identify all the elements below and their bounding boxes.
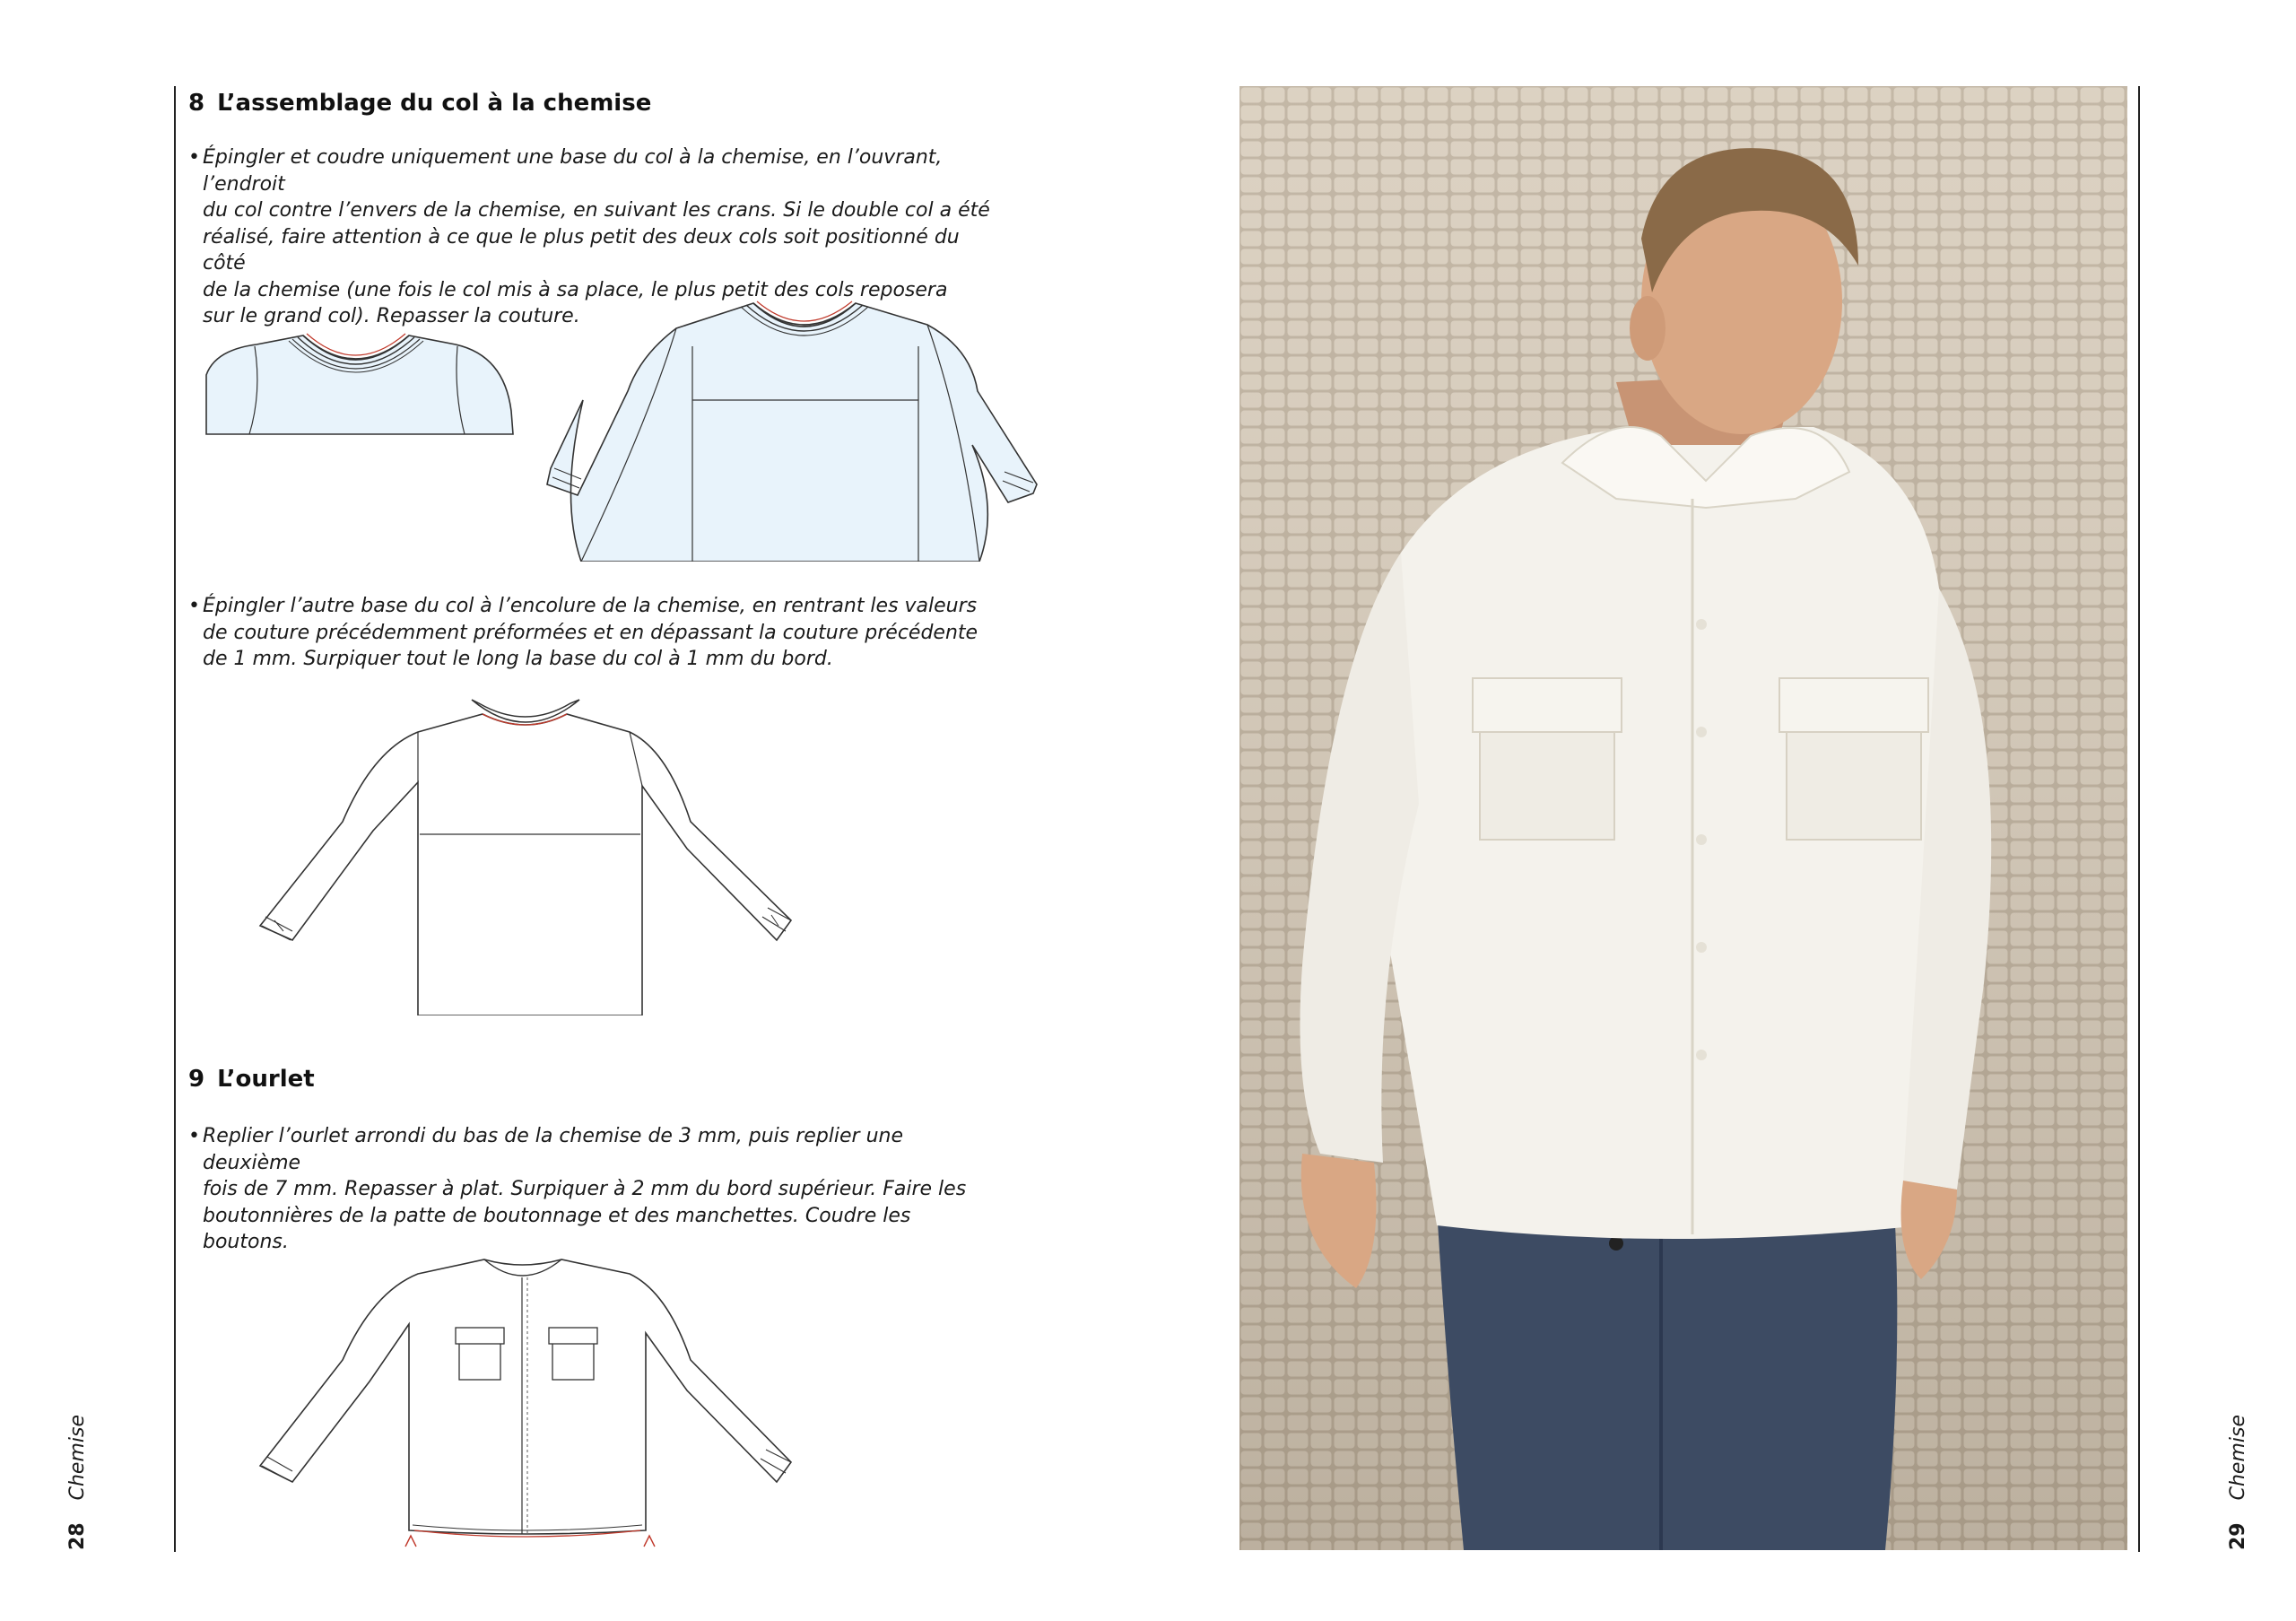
instruction-text: Épingler l’autre base du col à l’encolure de la chemise, en rentrant les valeurs de couture précédemment préformées et en dépassant la couture précédente de 1 mm. Surpiquer tout le long la base du col à 1 mm du bord. — [203, 595, 978, 670]
bullet: • — [188, 1125, 200, 1147]
page-number-right: 29 — [2227, 1522, 2249, 1550]
collar-detail-illustration — [203, 330, 526, 436]
page-number-left: 28 — [66, 1522, 89, 1550]
step-9-title: L’ourlet — [217, 1066, 315, 1093]
step-9-heading — [188, 1066, 315, 1093]
shirt-collar-stitched-illustration — [257, 696, 804, 1015]
step-8-number: 8 — [188, 90, 205, 117]
bullet: • — [188, 146, 200, 169]
step-9-instruction-1 — [188, 1123, 996, 1256]
bullet: • — [188, 595, 200, 617]
left-margin-rule — [174, 86, 176, 1552]
running-title-right: Chemise — [2227, 1414, 2249, 1501]
left-running-head — [66, 1415, 89, 1550]
instruction-text: Replier l’ourlet arrondi du bas de la chemise de 3 mm, puis replier une deuxième fois de 7 mm. Repasser à plat. Surpiquer à 2 mm du bord supérieur. Faire les boutonnières de la patte de boutonnage et des manchettes. Coudre les boutons. — [203, 1125, 967, 1253]
instruction-text: Épingler et coudre uniquement une base du col à la chemise, en l’ouvrant, l’endroit du col contre l’envers de la chemise, en suivant les crans. Si le double col a été réalisé, faire attention à ce que le plus petit des deux cols soit positionné du côté de la chemise (une fois le col mis à sa place, le plus petit des cols reposera sur le grand col). Repasser la couture. — [203, 146, 990, 327]
model-photo — [1239, 86, 2127, 1550]
step-8-title: L’assemblage du col à la chemise — [217, 90, 652, 117]
running-title-left: Chemise — [66, 1414, 89, 1501]
right-running-head — [2227, 1415, 2249, 1550]
step-8-heading — [188, 90, 651, 117]
shirt-back-open-illustration — [542, 292, 1044, 562]
finished-shirt-front-illustration — [257, 1247, 804, 1556]
step-8-instruction-2 — [188, 593, 996, 673]
right-margin-rule — [2138, 86, 2140, 1552]
step-9-number: 9 — [188, 1066, 205, 1093]
